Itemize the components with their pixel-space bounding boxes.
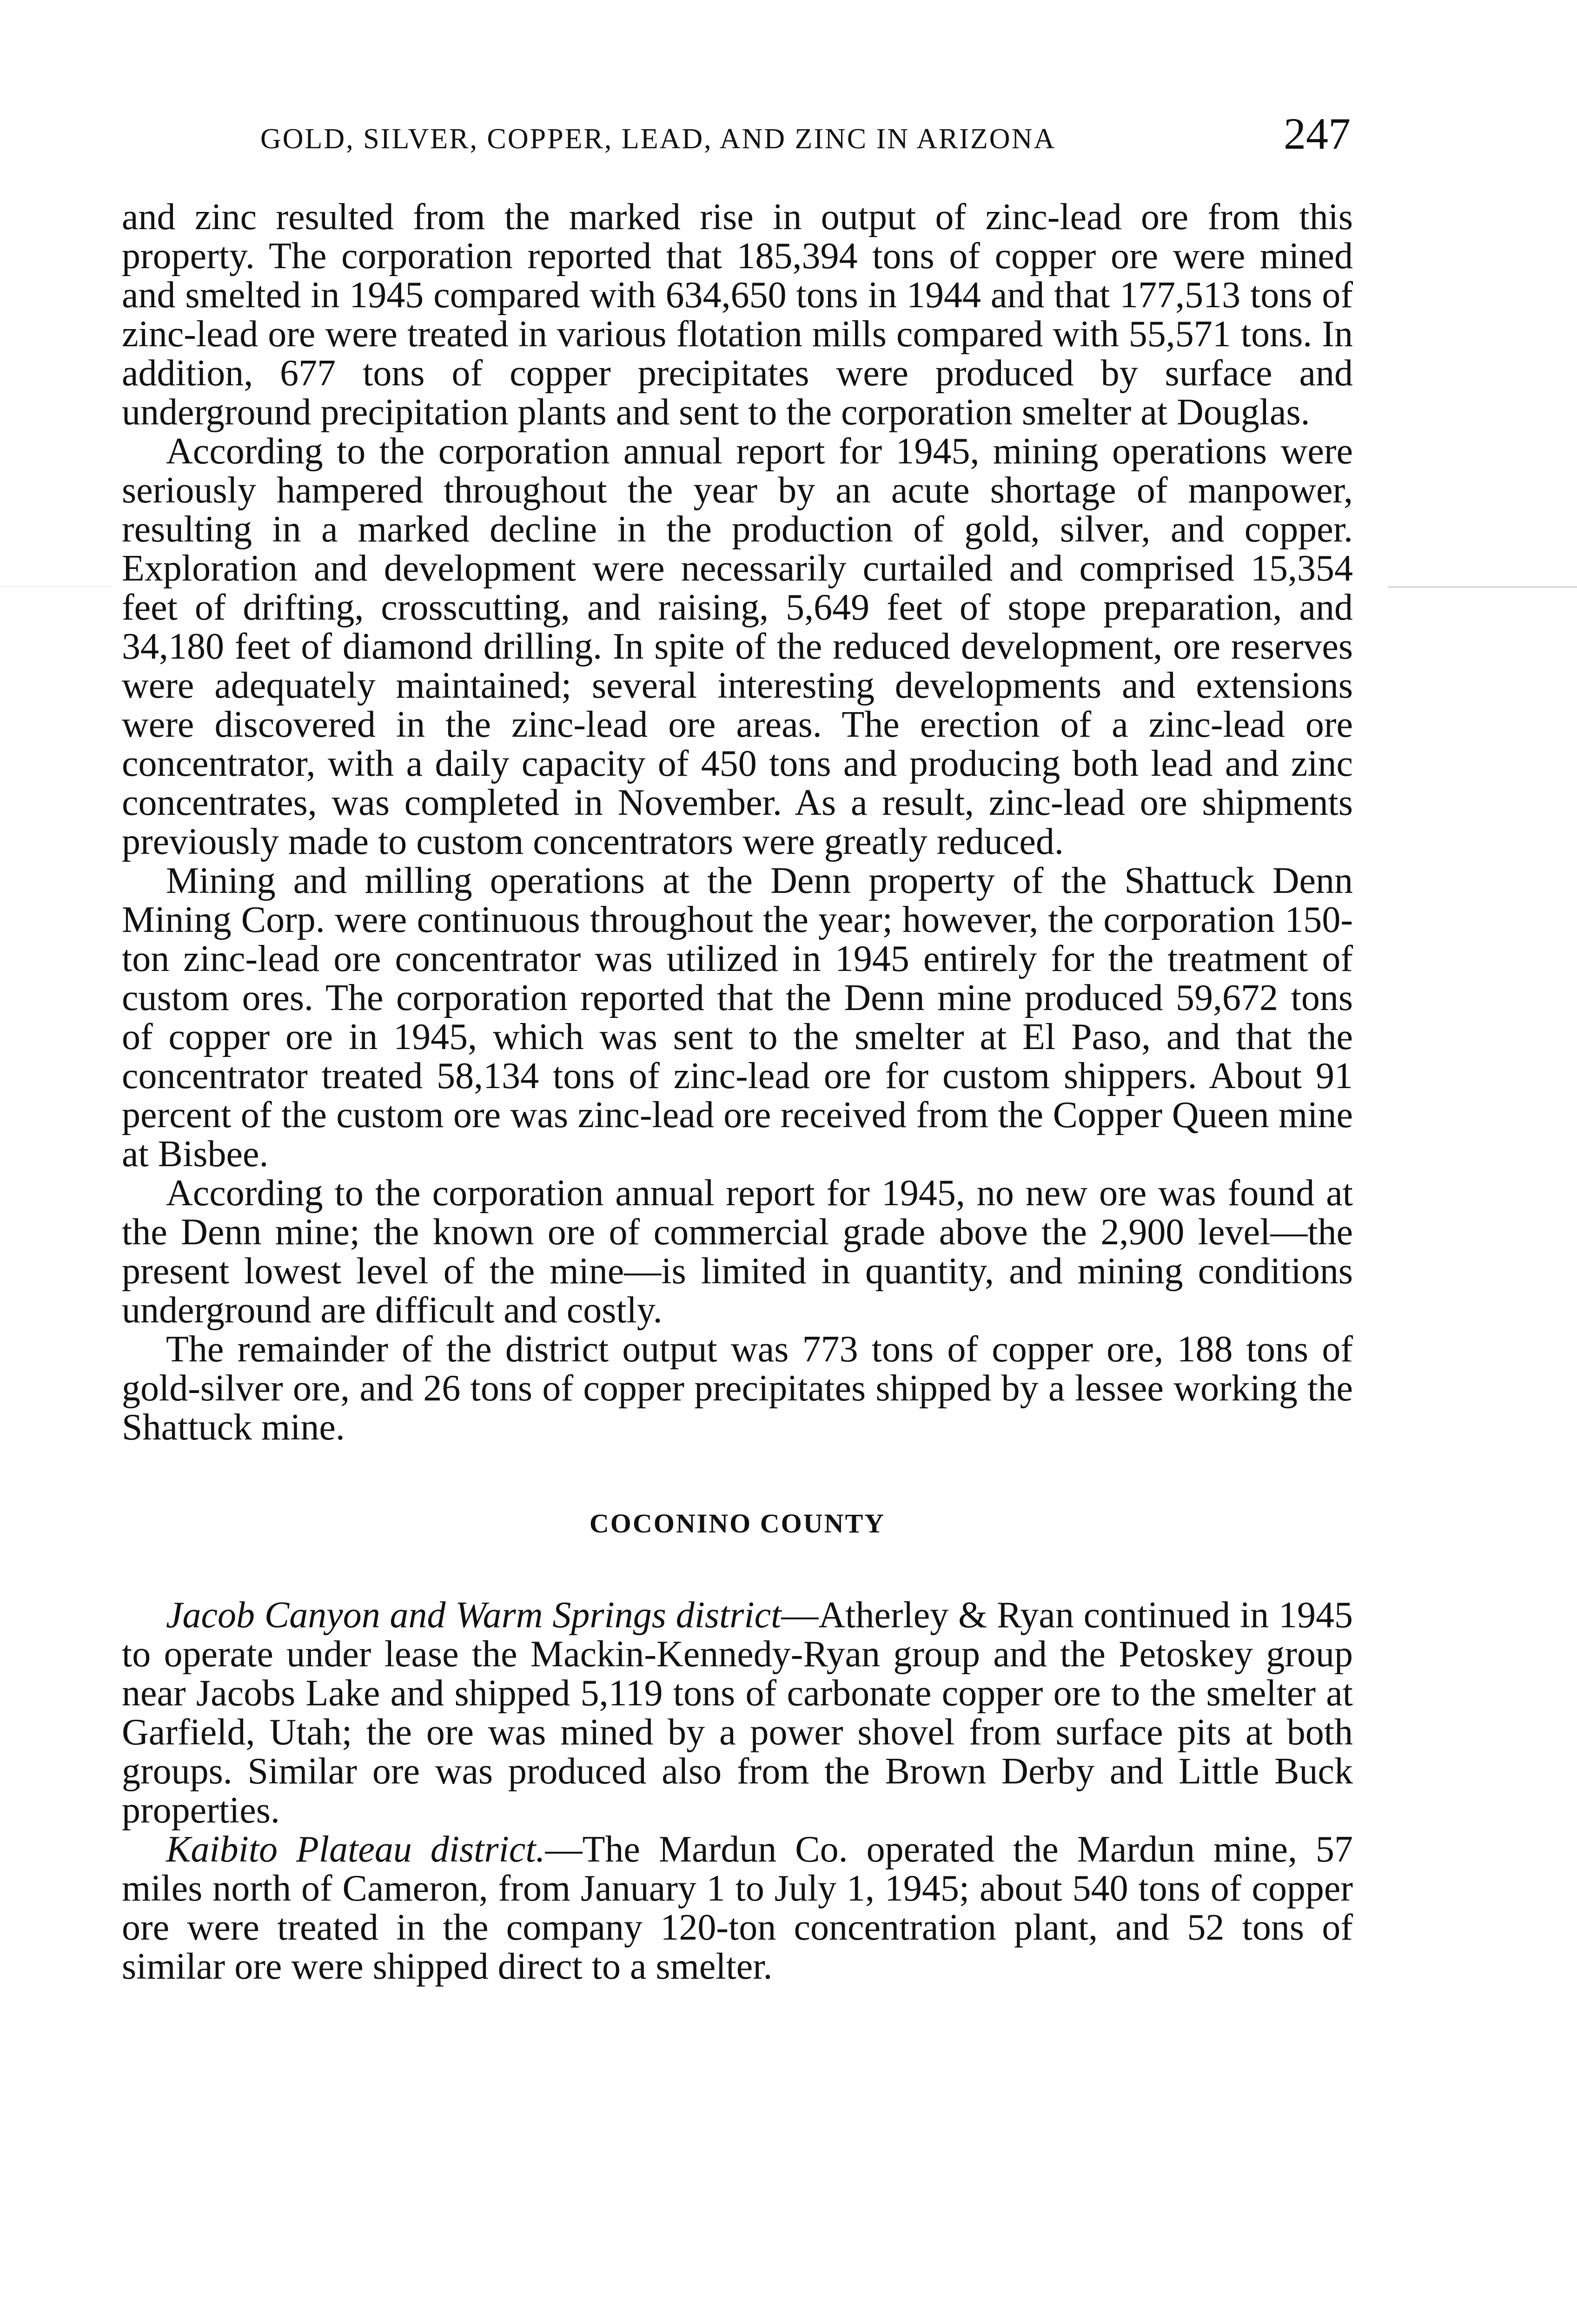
section-heading: COCONINO COUNTY: [589, 1508, 886, 1538]
paragraph-annual-report: According to the corporation annual report for 1945, mining operations were seriously hampered throughout the year by an acute shortage of manpower, resulting in a marked decline in the production of gold, silver, and copper. Exploration and development were necessarily curtailed and comprised 15,354 feet of drifting, crosscutting, and raising, 5,649 feet of stope preparation, and 34,180 feet of diamond drilling. In spite of the reduced development, ore reserves were adequately maintained; several interesting developments and extensions were discovered in the zinc-lead ore areas. The erection of a zinc-lead ore concentrator, with a daily capacity of 450 tons and producing both lead and zinc concentrates, was completed in November. As a result, zinc-lead ore shipments previously made to custom concentrators were greatly reduced.: [122, 431, 1353, 862]
running-head-title: GOLD, SILVER, COPPER, LEAD, AND ZINC IN ARIZONA: [260, 123, 1056, 155]
paragraph-district-remainder: The remainder of the district output was 773 tons of copper ore, 188 tons of gold-silver ore, and 26 tons of copper precipitates shipped by a lessee working the Shattuck mine.: [122, 1329, 1353, 1448]
scan-artifact-line-right: [1388, 587, 1577, 588]
paragraph-continued: and zinc resulted from the marked rise in output of zinc-lead ore from this property. The corporation reported that 185,394 tons of copper ore were mined and smelted in 1945 compared with 634,650 tons in 1944 and that 177,513 tons of zinc-lead ore were treated in various flotation mills compared with 55,571 tons. In addition, 677 tons of copper precipitates were produced by surface and underground precipitation plants and sent to the corporation smelter at Douglas.: [122, 197, 1353, 433]
paragraph-kaibito-plateau: [122, 1830, 1353, 1986]
running-head: [123, 108, 1351, 159]
district-name-kaibito-plateau: Kaibito Plateau district.: [166, 1829, 545, 1870]
paragraph-denn-ore: According to the corporation annual report for 1945, no new ore was found at the Denn mine; the known ore of commercial grade above the 2,900 level—the present lowest level of the mine—is limited in quantity, and mining conditions underground are difficult and costly.: [122, 1173, 1353, 1331]
body-text: [122, 198, 1353, 1986]
district-name-jacob-canyon: Jacob Canyon and Warm Springs district: [166, 1595, 782, 1636]
page-number: 247: [1284, 109, 1351, 158]
paragraph-jacob-canyon: [122, 1596, 1353, 1830]
paragraph-denn-property: Mining and milling operations at the Denn property of the Shattuck Denn Mining Corp. were continuous throughout the year; however, the corporation 150-ton zinc-lead ore concentrator was utilized in 1945 entirely for the treatment of custom ores. The corporation reported that the Denn mine produced 59,672 tons of copper ore in 1945, which was sent to the smelter at El Paso, and that the concentrator treated 58,134 tons of zinc-lead ore for custom shippers. About 91 percent of the custom ore was zinc-lead ore received from the Copper Queen mine at Bisbee.: [122, 860, 1353, 1175]
district-text-kaibito-plateau: —The Mardun Co. operated the Mardun mine, 57 miles north of Cameron, from January 1 to July 1, 1945; about 540 tons of copper ore were treated in the company 120-ton concentration plant, and 52 tons of similar ore were shipped direct to a smelter.: [122, 1829, 1353, 1987]
district-text-jacob-canyon: —Atherley & Ryan continued in 1945 to operate under lease the Mackin-Kennedy-Ryan group and the Petoskey group near Jacobs Lake and shipped 5,119 tons of carbonate copper ore to the smelter at Garfield, Utah; the ore was mined by a power shovel from surface pits at both groups. Similar ore was produced also from the Brown Derby and Little Buck properties.: [122, 1595, 1353, 1831]
